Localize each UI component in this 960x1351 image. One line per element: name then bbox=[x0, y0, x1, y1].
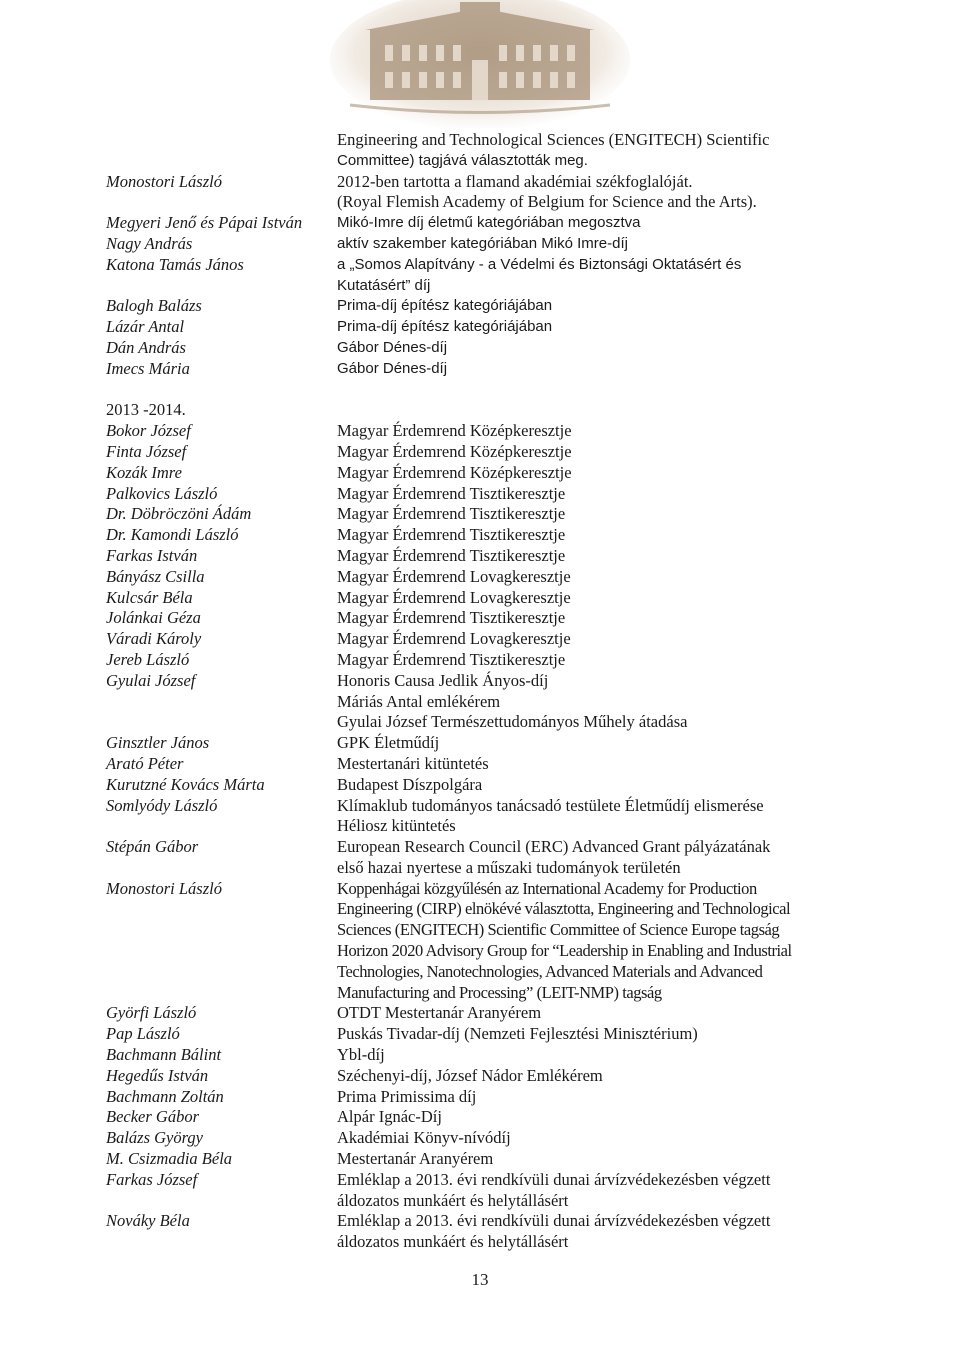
recipient-name bbox=[106, 692, 337, 713]
award-row bbox=[106, 484, 906, 505]
recipient-name bbox=[106, 962, 337, 983]
recipient-name: Kurutzné Kovács Márta bbox=[106, 774, 265, 794]
award-row bbox=[106, 525, 906, 546]
recipient-name: Dán András bbox=[106, 337, 186, 357]
award-description: Puskás Tivadar-díj (Nemzeti Fejlesztési Minisztérium) bbox=[337, 1024, 698, 1044]
award-description: Mestertanár Aranyérem bbox=[337, 1149, 494, 1169]
award-row bbox=[106, 1232, 906, 1253]
award-row bbox=[106, 692, 906, 713]
award-row bbox=[106, 1211, 906, 1232]
award-row bbox=[106, 983, 906, 1004]
recipient-name: Farkas József bbox=[106, 1169, 198, 1189]
award-row bbox=[106, 276, 906, 297]
award-description: GPK Életműdíj bbox=[337, 733, 440, 753]
award-description: Magyar Érdemrend Lovagkeresztje bbox=[337, 566, 571, 586]
award-description: OTDT Mestertanár Aranyérem bbox=[337, 1003, 542, 1023]
award-description: Prima Primissima díj bbox=[337, 1086, 477, 1106]
recipient-name bbox=[106, 192, 337, 213]
award-description: Emléklap a 2013. évi rendkívüli dunai árvízvédekezésben végzett bbox=[337, 1169, 771, 1189]
award-row bbox=[106, 733, 906, 754]
award-row bbox=[106, 650, 906, 671]
award-row bbox=[106, 879, 906, 900]
recipient-name: M. Csizmadia Béla bbox=[106, 1149, 233, 1169]
award-description: Sciences (ENGITECH) Scientific Committee of Science Europe tagság bbox=[337, 920, 780, 940]
recipient-name bbox=[106, 920, 337, 941]
award-description: Ybl-díj bbox=[337, 1045, 385, 1065]
award-description: Gyulai József Természettudományos Műhely átadása bbox=[337, 712, 688, 732]
award-row bbox=[106, 546, 906, 567]
award-row bbox=[106, 920, 906, 941]
recipient-name: Nováky Béla bbox=[106, 1211, 190, 1231]
award-row bbox=[106, 192, 906, 213]
recipient-name: Stépán Gábor bbox=[106, 837, 199, 857]
award-description: Magyar Érdemrend Tisztikeresztje bbox=[337, 525, 566, 545]
recipient-name: Arató Péter bbox=[106, 753, 184, 773]
award-description: Máriás Antal emlékérem bbox=[337, 691, 501, 711]
recipient-name: Hegedűs István bbox=[106, 1065, 209, 1085]
award-description: áldozatos munkáért és helytállásért bbox=[337, 1190, 569, 1210]
award-row bbox=[106, 172, 906, 193]
award-row bbox=[106, 1107, 906, 1128]
award-description: Magyar Érdemrend Lovagkeresztje bbox=[337, 587, 571, 607]
year-heading: 2013 -2014. bbox=[106, 400, 186, 420]
page-number: 13 bbox=[471, 1270, 489, 1289]
recipient-name bbox=[106, 151, 337, 172]
recipient-name: Ginsztler János bbox=[106, 733, 210, 753]
award-description: Héliosz kitüntetés bbox=[337, 816, 456, 836]
award-description: Magyar Érdemrend Tisztikeresztje bbox=[337, 545, 566, 565]
recipient-name: Kozák Imre bbox=[106, 462, 182, 482]
award-description: Gábor Dénes-díj bbox=[337, 359, 448, 377]
award-description: 2012-ben tartotta a flamand akadémiai székfoglalóját. bbox=[337, 171, 693, 191]
award-description: Magyar Érdemrend Középkeresztje bbox=[337, 421, 572, 441]
award-row bbox=[106, 567, 906, 588]
recipient-name: Balázs György bbox=[106, 1128, 204, 1148]
award-description: European Research Council (ERC) Advanced Grant pályázatának bbox=[337, 837, 771, 857]
recipient-name: Nagy András bbox=[106, 233, 193, 253]
award-description: Magyar Érdemrend Középkeresztje bbox=[337, 462, 572, 482]
award-description: első hazai nyertese a műszaki tudományok területén bbox=[337, 857, 681, 877]
recipient-name: Györfi László bbox=[106, 1003, 197, 1023]
recipient-name: Váradi Károly bbox=[106, 629, 202, 649]
recipient-name bbox=[106, 858, 337, 879]
award-row bbox=[106, 234, 906, 255]
award-description: Magyar Érdemrend Tisztikeresztje bbox=[337, 483, 566, 503]
award-description: Magyar Érdemrend Tisztikeresztje bbox=[337, 649, 566, 669]
award-description: Technologies, Nanotechnologies, Advanced Materials and Advanced bbox=[337, 961, 763, 981]
recipient-name bbox=[106, 899, 337, 920]
award-row bbox=[106, 775, 906, 796]
award-description: Mestertanári kitüntetés bbox=[337, 753, 489, 773]
recipient-name: Bokor József bbox=[106, 421, 191, 441]
award-description: Prima-díj építész kategóriájában bbox=[337, 297, 553, 315]
award-description: Koppenhágai közgyűlésén az International Academy for Production bbox=[337, 878, 757, 898]
section-spacer bbox=[106, 380, 906, 401]
recipient-name: Imecs Mária bbox=[106, 358, 190, 378]
award-row bbox=[106, 255, 906, 276]
award-row bbox=[106, 1170, 906, 1191]
recipient-name: Bányász Csilla bbox=[106, 566, 205, 586]
recipient-name: Balogh Balázs bbox=[106, 296, 202, 316]
recipient-name bbox=[106, 130, 337, 151]
award-description: Horizon 2020 Advisory Group for “Leadership in Enabling and Industrial bbox=[337, 941, 792, 961]
recipient-name: Megyeri Jenő és Pápai István bbox=[106, 213, 303, 233]
award-description: Gábor Dénes-díj bbox=[337, 338, 448, 356]
recipient-name: Palkovics László bbox=[106, 483, 218, 503]
recipient-name: Pap László bbox=[106, 1024, 180, 1044]
award-row bbox=[106, 504, 906, 525]
award-description: Alpár Ignác-Díj bbox=[337, 1107, 442, 1127]
award-description: Széchenyi-díj, József Nádor Emlékérem bbox=[337, 1065, 603, 1085]
award-row bbox=[106, 1128, 906, 1149]
award-description: Magyar Érdemrend Lovagkeresztje bbox=[337, 629, 571, 649]
recipient-name bbox=[106, 983, 337, 1004]
recipient-name bbox=[106, 941, 337, 962]
award-row bbox=[106, 442, 906, 463]
recipient-name: Jereb László bbox=[106, 649, 190, 669]
recipient-name: Somlyódy László bbox=[106, 795, 218, 815]
award-row bbox=[106, 1066, 906, 1087]
recipient-name: Lázár Antal bbox=[106, 317, 185, 337]
award-description: (Royal Flemish Academy of Belgium for Science and the Arts). bbox=[337, 192, 757, 212]
recipient-name: Farkas István bbox=[106, 545, 198, 565]
award-row bbox=[106, 816, 906, 837]
award-row bbox=[106, 130, 906, 151]
award-description: Manufacturing and Processing” (LEIT-NMP) tagság bbox=[337, 982, 662, 1002]
award-row bbox=[106, 941, 906, 962]
award-row bbox=[106, 1003, 906, 1024]
recipient-name: Dr. Döbröczöni Ádám bbox=[106, 504, 252, 524]
award-row bbox=[106, 213, 906, 234]
awards-section-2012 bbox=[106, 130, 906, 380]
recipient-name: Monostori László bbox=[106, 878, 222, 898]
award-description: áldozatos munkáért és helytállásért bbox=[337, 1232, 569, 1252]
award-description: Klímaklub tudományos tanácsadó testülete Életműdíj elismerése bbox=[337, 795, 764, 815]
recipient-name: Kulcsár Béla bbox=[106, 587, 193, 607]
recipient-name bbox=[106, 816, 337, 837]
award-row bbox=[106, 1045, 906, 1066]
award-row bbox=[106, 754, 906, 775]
award-row bbox=[106, 962, 906, 983]
award-description: a „Somos Alapítvány - a Védelmi és Biztonsági Oktatásért és bbox=[337, 255, 742, 273]
award-row bbox=[106, 338, 906, 359]
recipient-name: Becker Gábor bbox=[106, 1107, 200, 1127]
header-building-illustration bbox=[330, 0, 630, 128]
award-description: Magyar Érdemrend Tisztikeresztje bbox=[337, 504, 566, 524]
award-row bbox=[106, 858, 906, 879]
awards-section-2013-2014 bbox=[106, 421, 906, 1253]
award-description: Akadémiai Könyv-nívódíj bbox=[337, 1128, 511, 1148]
award-description: Kutatásért” díj bbox=[337, 276, 431, 294]
award-row bbox=[106, 1149, 906, 1170]
recipient-name: Bachmann Zoltán bbox=[106, 1086, 224, 1106]
award-row bbox=[106, 421, 906, 442]
award-description: Engineering and Technological Sciences (ENGITECH) Scientific bbox=[337, 130, 770, 149]
recipient-name: Finta József bbox=[106, 441, 187, 461]
recipient-name: Gyulai József bbox=[106, 670, 196, 690]
recipient-name: Monostori László bbox=[106, 171, 222, 191]
recipient-name: Jolánkai Géza bbox=[106, 608, 201, 628]
award-row bbox=[106, 317, 906, 338]
award-row bbox=[106, 151, 906, 172]
recipient-name bbox=[106, 712, 337, 733]
award-row bbox=[106, 608, 906, 629]
recipient-name: Dr. Kamondi László bbox=[106, 525, 239, 545]
award-row bbox=[106, 1191, 906, 1212]
award-row bbox=[106, 837, 906, 858]
award-description: Committee) tagjává választották meg. bbox=[337, 151, 588, 169]
recipient-name: Bachmann Bálint bbox=[106, 1045, 222, 1065]
award-description: Mikó-Imre díj életmű kategóriában megosztva bbox=[337, 214, 641, 232]
awards-list bbox=[106, 130, 906, 1253]
award-row bbox=[106, 671, 906, 692]
award-row bbox=[106, 359, 906, 380]
award-description: Honoris Causa Jedlik Ányos-díj bbox=[337, 670, 549, 690]
award-description: Magyar Érdemrend Tisztikeresztje bbox=[337, 608, 566, 628]
recipient-name bbox=[106, 1191, 337, 1212]
recipient-name bbox=[106, 276, 337, 297]
award-row bbox=[106, 1024, 906, 1045]
award-row bbox=[106, 629, 906, 650]
award-row bbox=[106, 296, 906, 317]
award-description: Magyar Érdemrend Középkeresztje bbox=[337, 441, 572, 461]
award-description: Prima-díj építész kategóriájában bbox=[337, 318, 553, 336]
recipient-name: Katona Tamás János bbox=[106, 254, 244, 274]
award-row bbox=[106, 712, 906, 733]
award-description: Budapest Díszpolgára bbox=[337, 774, 483, 794]
award-row bbox=[106, 1087, 906, 1108]
award-row bbox=[106, 796, 906, 817]
recipient-name bbox=[106, 1232, 337, 1253]
award-description: Engineering (CIRP) elnökévé választotta, Engineering and Technological bbox=[337, 899, 791, 919]
award-row bbox=[106, 899, 906, 920]
award-description: Emléklap a 2013. évi rendkívüli dunai árvízvédekezésben végzett bbox=[337, 1211, 771, 1231]
award-row bbox=[106, 588, 906, 609]
award-description: aktív szakember kategóriában Mikó Imre-díj bbox=[337, 234, 628, 252]
award-row bbox=[106, 463, 906, 484]
